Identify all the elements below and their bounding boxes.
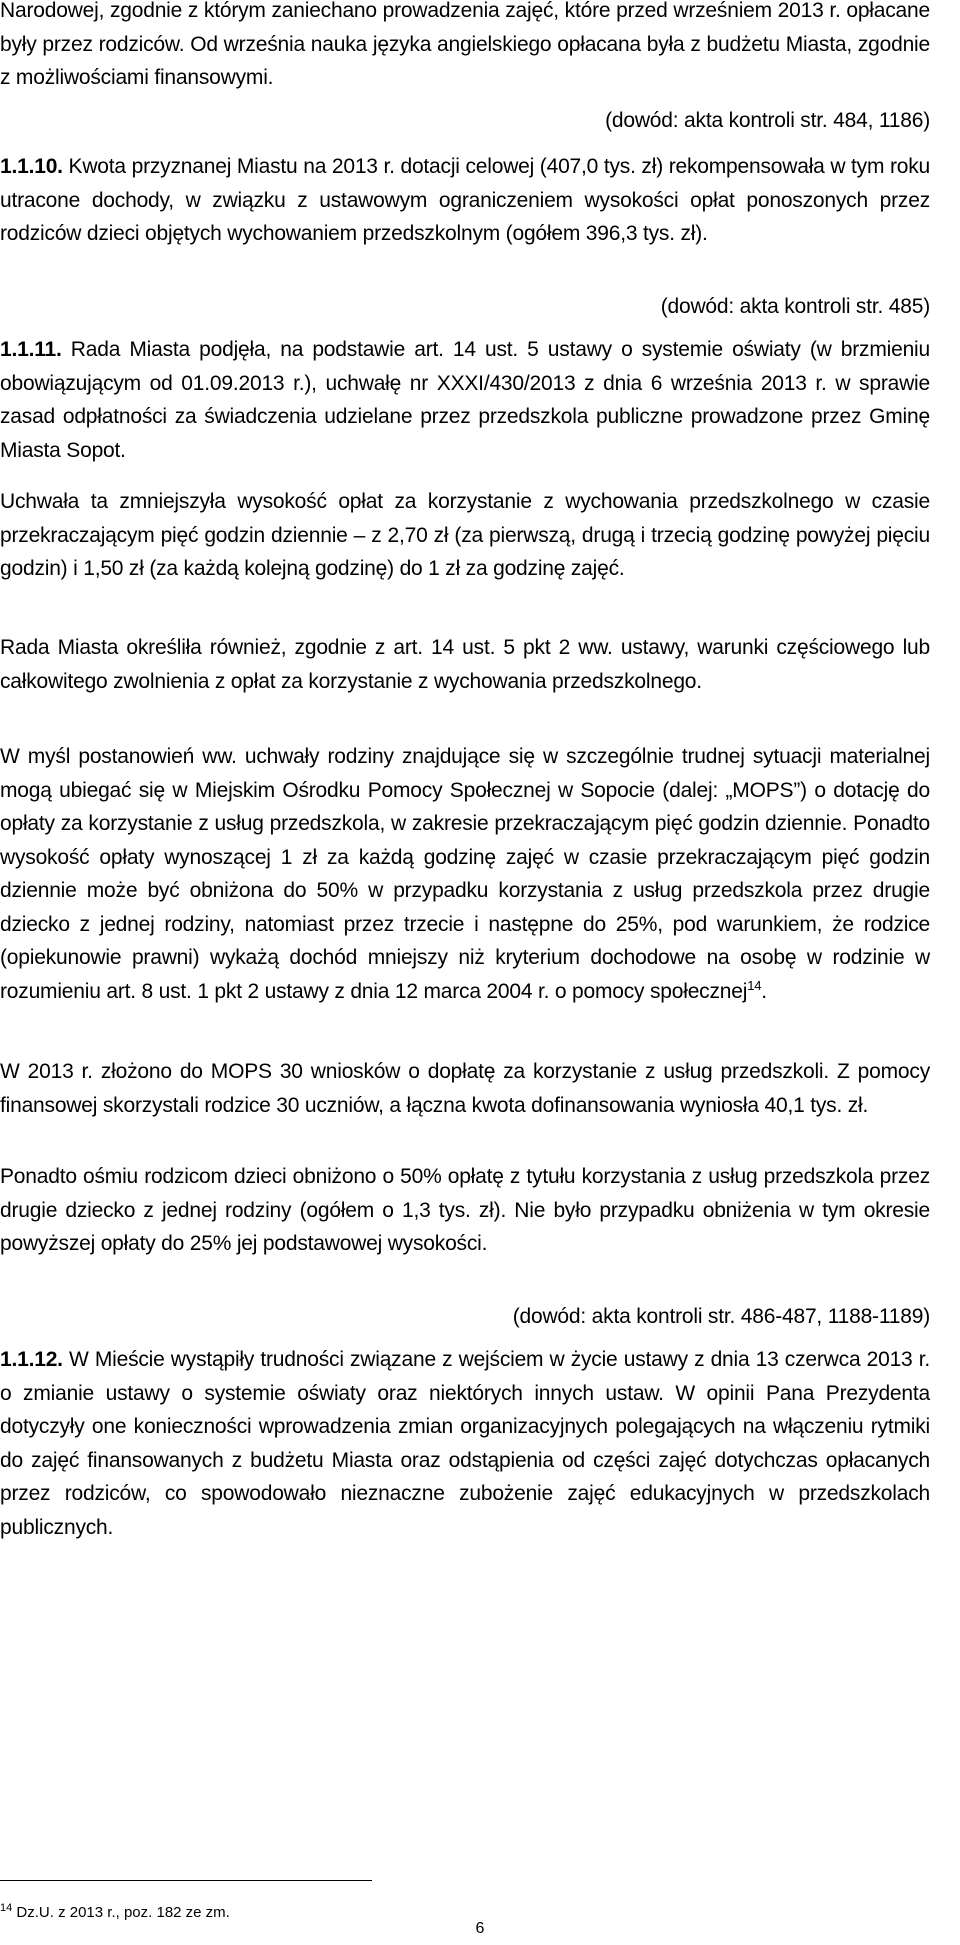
footnote-separator <box>0 1880 372 1881</box>
evidence-text: (dowód: akta kontroli str. 484, 1186) <box>605 109 930 132</box>
paragraph-fee-reduction <box>0 485 930 586</box>
paragraph-text: W 2013 r. złożono do MOPS 30 wniosków o dopłatę za korzystanie z usług przedszkoli. Z pomocy finansowej skorzystali rodzice 30 uczniów, a łączna kwota dofinansowania wyniosła 40,1 tys. zł. <box>0 1060 930 1117</box>
paragraph-end: . <box>761 979 767 1003</box>
section-text: W Mieście wystąpiły trudności związane z wejściem w życie ustawy z dnia 13 czerwca 2013 r. o zmianie ustawy o systemie oświaty oraz niektórych innych ustaw. W opinii Pana Prezydenta dotyczyły one konieczności wprowadzenia zmian organizacyjnych polegających na włączeniu rytmiki do zajęć finansowanych z budżetu Miasta oraz odstąpienia od części zajęć dotychczas opłacanych przez rodziców, co spowodowało nieznaczne zubożenie zajęć edukacyjnych w przedszkolach publicznych. <box>0 1348 930 1539</box>
section-1-1-11 <box>0 333 930 467</box>
section-1-1-12 <box>0 1343 930 1544</box>
evidence-note <box>0 1300 930 1334</box>
section-number: 1.1.12. <box>0 1348 63 1371</box>
paragraph-applications <box>0 1055 930 1122</box>
footnote-reference: 14 <box>747 977 762 993</box>
paragraph-second-child <box>0 1160 930 1261</box>
page-number: 6 <box>475 1920 485 1937</box>
evidence-note <box>0 104 930 138</box>
paragraph-text: Uchwała ta zmniejszyła wysokość opłat za korzystanie z wychowania przedszkolnego w czasie przekraczającym pięć godzin dziennie – z 2,70 zł (za pierwszą, drugą i trzecią godzinę powyżej pięciu godzin) i 1,50 zł (za każdą kolejną godzinę) do 1 zł za godzinę zajęć. <box>0 490 930 580</box>
paragraph-mops-subsidy <box>0 740 930 1008</box>
paragraph-text: Ponadto ośmiu rodzicom dzieci obniżono o 50% opłatę z tytułu korzystania z usług przedszkola przez drugie dziecko z jednej rodziny (ogółem o 1,3 tys. zł). Nie było przypadku obniżenia w tym okresie powyższej opłaty do 25% jej podstawowej wysokości. <box>0 1165 930 1255</box>
paragraph-text <box>0 740 930 1008</box>
evidence-text: (dowód: akta kontroli str. 486-487, 1188-1189) <box>512 1305 930 1328</box>
section-paragraph <box>0 150 930 251</box>
section-text: Rada Miasta podjęła, na podstawie art. 14 ust. 5 ustawy o systemie oświaty (w brzmieniu obowiązującym od 01.09.2013 r.), uchwałę nr XXXI/430/2013 z dnia 6 września 2013 r. w sprawie zasad odpłatności za świadczenia udzielane przez przedszkola publiczne prowadzone przez Gminę Miasta Sopot. <box>0 338 930 462</box>
footnote-text: Dz.U. z 2013 r., poz. 182 ze zm. <box>12 1904 230 1921</box>
evidence-text: (dowód: akta kontroli str. 485) <box>660 295 930 318</box>
section-number: 1.1.11. <box>0 338 62 361</box>
paragraph-intro <box>0 0 930 95</box>
section-number: 1.1.10. <box>0 155 63 178</box>
paragraph-text: Narodowej, zgodnie z którym zaniechano prowadzenia zajęć, które przed wrześniem 2013 r. opłacane były przez rodziców. Od września nauka języka angielskiego opłacana była z budżetu Miasta, zgodnie z możliwościami finansowymi. <box>0 0 930 89</box>
section-paragraph <box>0 1343 930 1544</box>
paragraph-body: W myśl postanowień ww. uchwały rodziny znajdujące się w szczególnie trudnej sytuacji materialnej mogą ubiegać się w Miejskim Ośrodku Pomocy Społecznej w Sopocie (dalej: „MOPS”) o dotację do opłaty za korzystanie z usług przedszkola, w zakresie przekraczającym pięć godzin dziennie. Ponadto wysokość opłaty wynoszącej 1 zł za każdą godzinę zajęć w czasie przekraczającym pięć godzin dziennie może być obniżona do 50% w przypadku korzystania z usług przedszkola przez drugie dziecko z jednej rodziny, natomiast przez trzecie i następne do 25%, pod warunkiem, że rodzice (opiekunowie prawni) wykażą dochód mniejszy niż kryterium dochodowe na osobę w rodzinie w rozumieniu art. 8 ust. 1 pkt 2 ustawy z dnia 12 marca 2004 r. o pomocy społecznej <box>0 745 930 1003</box>
paragraph-text: Rada Miasta określiła również, zgodnie z art. 14 ust. 5 pkt 2 ww. ustawy, warunki częściowego lub całkowitego zwolnienia z opłat za korzystanie z wychowania przedszkolnego. <box>0 636 930 693</box>
section-paragraph <box>0 333 930 467</box>
evidence-note <box>0 290 930 324</box>
section-1-1-10 <box>0 150 930 251</box>
footnote-number: 14 <box>0 1902 13 1914</box>
section-text: Kwota przyznanej Miastu na 2013 r. dotacji celowej (407,0 tys. zł) rekompensowała w tym roku utracone dochody, w związku z ustawowym ograniczeniem wysokości opłat ponoszonych przez rodziców dzieci objętych wychowaniem przedszkolnym (ogółem 396,3 tys. zł). <box>0 155 930 245</box>
paragraph-exemptions <box>0 631 930 698</box>
